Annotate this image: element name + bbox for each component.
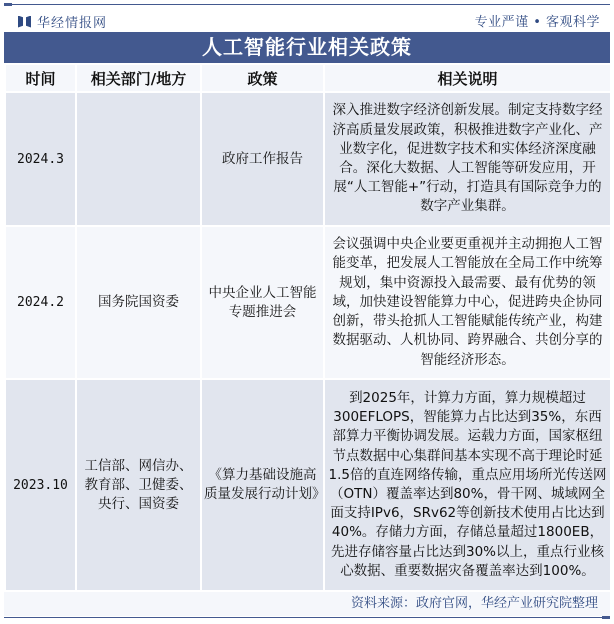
column-header-department: 相关部门/地方 [76, 64, 201, 92]
cell-department [76, 92, 201, 226]
bottom-rule [4, 617, 610, 618]
cell-description: 会议强调中央企业要更重视并主动拥抱人工智能变革，把发展人工智能放在全局工作中统筹规划，集中资源投入最需要、最有优势的领域，加快建设智能算力中心，促进跨央企协同创新，带头抢抓人工智能赋能传统产业，构建数据驱动、人机协同、跨界融合、共创分享的智能经济形态。 [324, 226, 611, 379]
cell-description: 到2025年，计算力方面，算力规模超过300EFLOPS，智能算力占比达到35%，东西部算力平衡协调发展。运载力方面，国家枢纽节点数据中心集群间基本实现不高于理论时延1.5倍的直连网络传输，重点应用场所光传送网（OTN）覆盖率达到80%，骨干网、城域网全面支持IPv6，SRv62等创新技术使用占比达到40%。存储力方面，存储总量超过1800EB，先进存储容量占比达到30%以上，重点行业核心数据、重要数据灾备覆盖率达到100%。 [324, 379, 611, 591]
table-row [5, 226, 611, 379]
column-header-description: 相关说明 [324, 64, 611, 92]
brand-name: 华经情报网 [37, 16, 108, 31]
table-header-row [5, 64, 611, 92]
table-row [5, 92, 611, 226]
brand-logo [18, 12, 107, 31]
cell-department: 工信部、网信办、教育部、卫健委、央行、国资委 [76, 379, 201, 591]
cell-department: 国务院国资委 [76, 226, 201, 379]
top-rule [4, 4, 610, 5]
cell-date: 2023.10 [5, 379, 76, 591]
table-title: 人工智能行业相关政策 [4, 32, 610, 63]
bottom-rule-cap-right [602, 616, 610, 619]
source-note: 资料来源：政府官网，华经产业研究院整理 [4, 592, 610, 616]
column-header-policy: 政策 [201, 64, 324, 92]
page-header [4, 6, 610, 31]
column-header-date: 时间 [5, 64, 76, 92]
policy-table [4, 63, 612, 592]
cell-date: 2024.2 [5, 226, 76, 379]
table-row [5, 379, 611, 591]
cell-description: 深入推进数字经济创新发展。制定支持数字经济高质量发展政策，积极推进数字产业化、产业数字化，促进数字技术和实体经济深度融合。深化大数据、人工智能等研发应用，开展“人工智能+”行动，打造具有国际竞争力的数字产业集群。 [324, 92, 611, 226]
cell-date: 2024.3 [5, 92, 76, 226]
book-logo-icon [18, 16, 31, 28]
slogan: 专业严谨 • 客观科学 [474, 15, 600, 30]
cell-policy: 中央企业人工智能专题推进会 [201, 226, 324, 379]
cell-policy: 政府工作报告 [201, 92, 324, 226]
cell-policy: 《算力基础设施高质量发展行动计划》 [201, 379, 324, 591]
